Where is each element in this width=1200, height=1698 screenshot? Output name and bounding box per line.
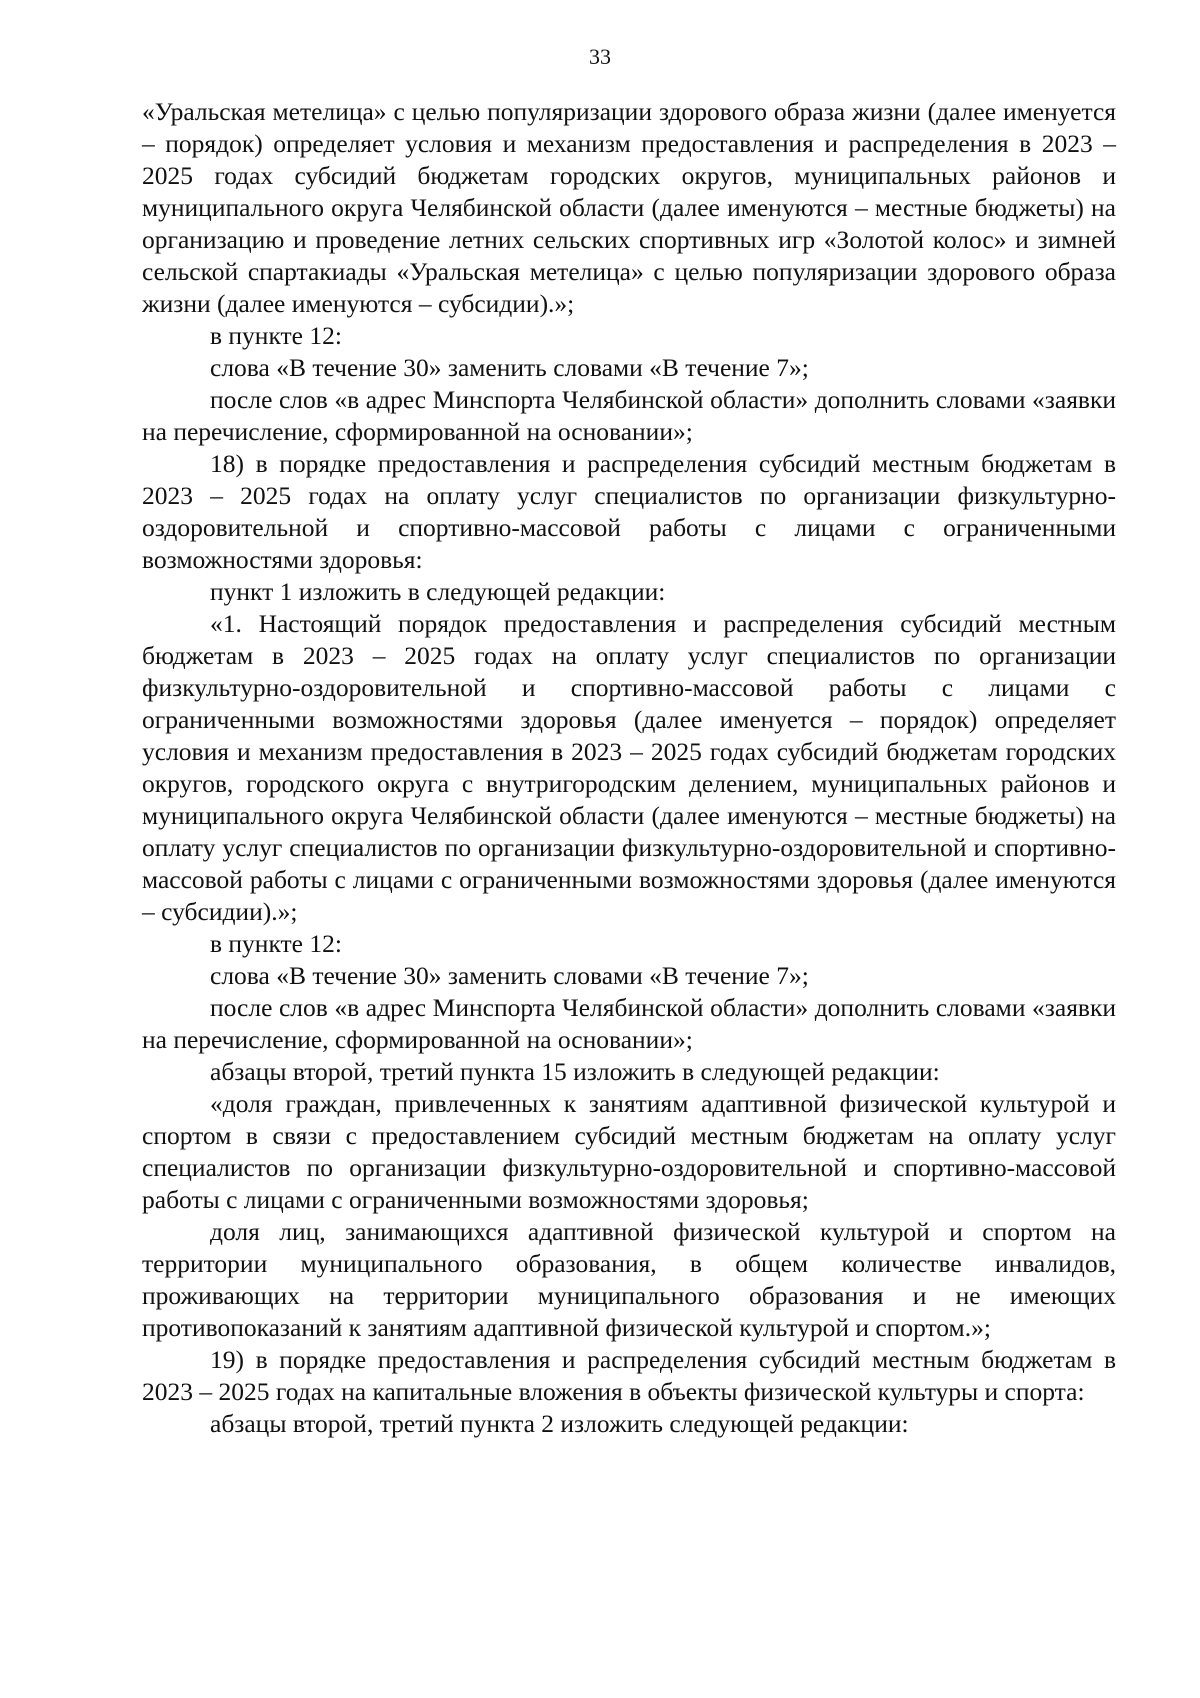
paragraph-point-2-heading: абзацы второй, третий пункта 2 изложить следующей редакции: <box>210 1409 909 1438</box>
paragraph-indicator-2: доля лиц, занимающихся адаптивной физической культурой и спортом на территории муниципального образования, в общем количестве инвалидов, проживающих на территории муниципального образования и не имеющих противопоказаний к занятиям адаптивной физической культурой и спортом.»; <box>142 1217 1116 1342</box>
paragraph-add-words: после слов «в адрес Минспорта Челябинской области» дополнить словами «заявки на перечисление, сформированной на основании»; <box>142 385 1116 446</box>
paragraph-replace-words-2: слова «В течение 30» заменить словами «В течение 7»; <box>210 961 809 990</box>
paragraph-point-15-heading: абзацы второй, третий пункта 15 изложить в следующей редакции: <box>210 1057 940 1086</box>
paragraph-replace-words: слова «В течение 30» заменить словами «В течение 7»; <box>210 353 809 382</box>
paragraph-point-12-heading: в пункте 12: <box>210 321 342 350</box>
document-body <box>142 96 1116 1440</box>
paragraph-point-1-heading: пункт 1 изложить в следующей редакции: <box>210 577 666 606</box>
paragraph-indicator-1: «доля граждан, привлеченных к занятиям адаптивной физической культурой и спортом в связи с предоставлением субсидий местным бюджетам на оплату услуг специалистов по организации физкультурно-оздоровительной и спортивно-массовой работы с лицами с ограниченными возможностями здоровья; <box>142 1089 1116 1214</box>
paragraph-item-18: 18) в порядке предоставления и распределения субсидий местным бюджетам в 2023 – 2025 годах на оплату услуг специалистов по организации физкультурно-оздоровительной и спортивно-массовой работы с лицами с ограниченными возможностями здоровья: <box>142 449 1116 574</box>
paragraph-add-words-2: после слов «в адрес Минспорта Челябинской области» дополнить словами «заявки на перечисление, сформированной на основании»; <box>142 993 1116 1054</box>
paragraph-point-12-heading-2: в пункте 12: <box>210 929 342 958</box>
paragraph-item-19: 19) в порядке предоставления и распределения субсидий местным бюджетам в 2023 – 2025 годах на капитальные вложения в объекты физической культуры и спорта: <box>142 1345 1116 1406</box>
paragraph-point-1-text: «1. Настоящий порядок предоставления и распределения субсидий местным бюджетам в 2023 – 2025 годах на оплату услуг специалистов по организации физкультурно-оздоровительной и спортивно-массовой работы с лицами с ограниченными возможностями здоровья (далее именуется – порядок) определяет условия и механизм предоставления в 2023 – 2025 годах субсидий бюджетам городских округов, городского округа с внутригородским делением, муниципальных районов и муниципального округа Челябинской области (далее именуются – местные бюджеты) на оплату услуг специалистов по организации физкультурно-оздоровительной и спортивно-массовой работы с лицами с ограниченными возможностями здоровья (далее именуются – субсидии).»; <box>142 609 1116 926</box>
page-number: 33 <box>589 44 611 69</box>
paragraph-continuation: «Уральская метелица» с целью популяризации здорового образа жизни (далее именуется – порядок) определяет условия и механизм предоставления и распределения в 2023 – 2025 годах субсидий бюджетам городских округов, муниципальных районов и муниципального округа Челябинской области (далее именуются – местные бюджеты) на организацию и проведение летних сельских спортивных игр «Золотой колос» и зимней сельской спартакиады «Уральская метелица» с целью популяризации здорового образа жизни (далее именуются – субсидии).»; <box>142 97 1116 318</box>
